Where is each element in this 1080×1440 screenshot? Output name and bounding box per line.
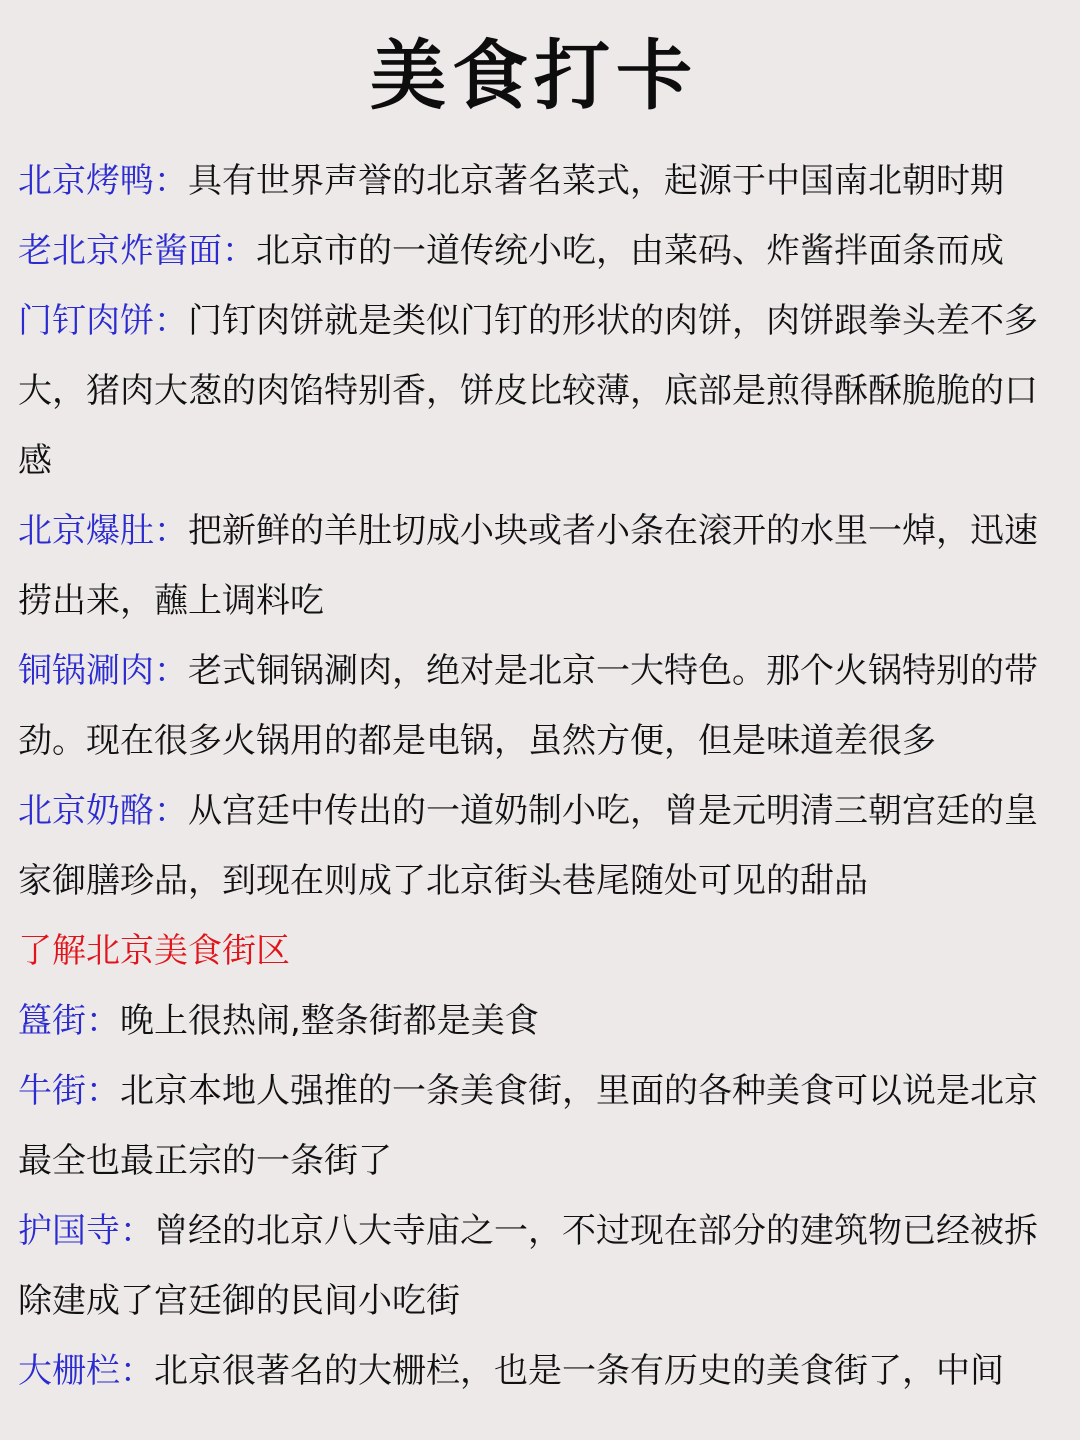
food-name: 老北京炸酱面： [18,231,256,271]
food-description: 把新鲜的羊肚切成小块或者小条在滚开的水里一焯，迅速捞出来，蘸上调料吃 [18,511,1038,621]
food-description: 门钉肉饼就是类似门钉的形状的肉饼，肉饼跟拳头差不多大，猪肉大葱的肉馅特别香，饼皮比较薄，底部是煎得酥酥脆脆的口感 [18,301,1038,481]
food-entry-zhajiang-noodles [18,216,1050,286]
food-description: 北京市的一道传统小吃，由菜码、炸酱拌面条而成 [256,231,1004,271]
street-entry-huguosi [18,1196,1050,1336]
food-entry-copper-hotpot [18,636,1050,776]
street-entry-niujie [18,1056,1050,1196]
street-description: 北京本地人强推的一条美食街，里面的各种美食可以说是北京最全也最正宗的一条街了 [18,1071,1038,1181]
street-entry-guijie [18,986,1050,1056]
food-name: 北京烤鸭： [18,161,188,201]
food-description: 从宫廷中传出的一道奶制小吃，曾是元明清三朝宫廷的皇家御膳珍品，到现在则成了北京街头巷尾随处可见的甜品 [18,791,1038,901]
food-entry-roast-duck [18,146,1050,216]
food-name: 门钉肉饼： [18,301,188,341]
food-description: 具有世界声誉的北京著名菜式，起源于中国南北朝时期 [188,161,1004,201]
street-name: 护国寺： [18,1211,154,1251]
page-title: 美食打卡 [370,31,698,120]
food-name: 铜锅涮肉： [18,651,188,691]
street-entry-dashilan [18,1336,1050,1406]
street-description: 晚上很热闹,整条街都是美食 [120,1001,539,1041]
food-name: 北京奶酪： [18,791,188,831]
street-description: 曾经的北京八大寺庙之一，不过现在部分的建筑物已经被拆除建成了宫廷御的民间小吃街 [18,1211,1038,1321]
food-entry-baodu [18,496,1050,636]
food-entry-mending-pie [18,286,1050,496]
food-entry-cheese [18,776,1050,916]
food-name: 北京爆肚： [18,511,188,551]
street-description: 北京很著名的大栅栏，也是一条有历史的美食街了，中间 [154,1351,1004,1391]
street-name: 牛街： [18,1071,120,1111]
food-description: 老式铜锅涮肉，绝对是北京一大特色。那个火锅特别的带劲。现在很多火锅用的都是电锅，虽然方便，但是味道差很多 [18,651,1038,761]
food-street-section-heading: 了解北京美食街区 [18,931,290,971]
street-name: 大栅栏： [18,1351,154,1391]
street-name: 簋街： [18,1001,120,1041]
content-body [18,146,1050,1406]
